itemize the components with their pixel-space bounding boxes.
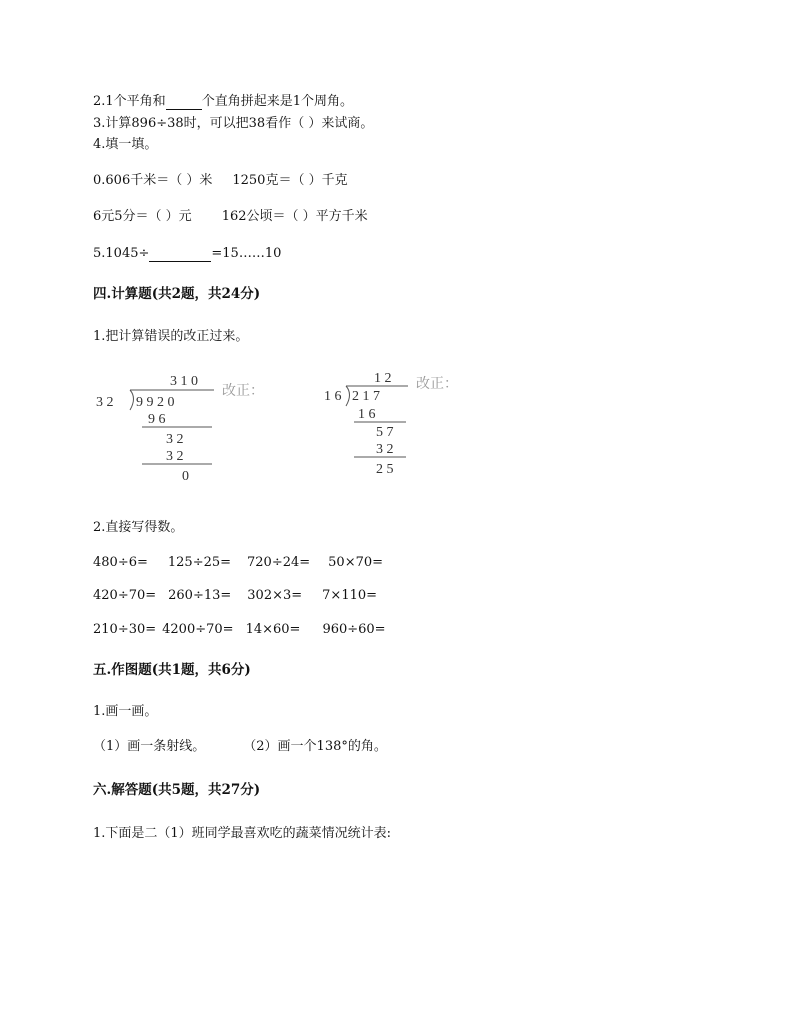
fig2-step-1: 1 6 [358, 407, 376, 422]
question-5 [93, 246, 281, 262]
calc-item: 4200÷70= [162, 622, 234, 637]
question-4-title: 4.填一填。 [93, 137, 158, 152]
draw-item-ray: （1）画一条射线。 [93, 739, 206, 754]
fig1-step-1: 9 6 [148, 412, 166, 427]
fig1-divisor: 3 2 [96, 395, 114, 410]
question-3: 3.计算896÷38时，可以把38看作（ ）来试商。 [93, 116, 374, 131]
calc-item: 14×60= [245, 622, 301, 637]
fig1-correction-label: 改正： [222, 384, 264, 399]
calc-item: 50×70= [328, 555, 384, 570]
question-4-row-2 [93, 209, 368, 225]
long-division-figure-2 [320, 366, 470, 478]
q4-item-1: 0.606千米＝（ ）米 [93, 173, 213, 188]
mental-math-row-3 [93, 622, 386, 638]
q2-text-before: 2.1个平角和 [93, 94, 166, 109]
fig1-dividend: 9 9 2 0 [136, 395, 175, 410]
q5-text-before: 5.1045÷ [93, 246, 150, 261]
calc-item: 480÷6= [93, 555, 148, 570]
calc-item: 125÷25= [167, 555, 232, 570]
fig2-step-2: 5 7 [376, 425, 394, 440]
q2-text-after: 个直角拼起来是1个周角。 [201, 94, 353, 109]
section-4-q2-title: 2.直接写得数。 [93, 520, 184, 535]
long-division-figure-1 [90, 366, 290, 484]
q4-item-3: 6元5分＝（ ）元 [93, 209, 192, 224]
section-4-heading: 四.计算题(共2题，共24分) [93, 286, 261, 302]
calc-item: 210÷30= [93, 622, 157, 637]
question-4-row-1 [93, 173, 348, 189]
section-6-q1-title: 1.下面是二（1）班同学最喜欢吃的蔬菜情况统计表: [93, 826, 392, 841]
draw-item-angle: （2）画一个138°的角。 [243, 739, 387, 754]
mental-math-row-2 [93, 588, 377, 604]
calc-item: 260÷13= [168, 588, 232, 603]
section-5-q1-title: 1.画一画。 [93, 704, 158, 719]
fig2-quotient: 1 2 [374, 371, 392, 386]
fig1-step-2: 3 2 [166, 432, 184, 447]
calc-item: 720÷24= [247, 555, 311, 570]
q4-item-4: 162公顷＝（ ）平方千米 [221, 209, 368, 224]
fig1-quotient: 3 1 0 [170, 374, 198, 389]
question-2-1 [93, 94, 353, 110]
fig2-dividend: 2 1 7 [352, 389, 380, 404]
fig2-step-3: 3 2 [376, 442, 394, 457]
fig2-division-bracket [346, 386, 350, 406]
section-6-heading: 六.解答题(共5题，共27分) [93, 782, 261, 798]
section-5-q1-items [93, 739, 387, 755]
fig2-divisor: 1 6 [324, 389, 342, 404]
q5-answer-blank[interactable] [149, 249, 211, 262]
q4-item-2: 1250克＝（ ）千克 [232, 173, 348, 188]
mental-math-row-1 [93, 555, 383, 571]
calc-item: 420÷70= [93, 588, 157, 603]
fig2-correction-label: 改正： [416, 377, 458, 392]
fig2-remainder: 2 5 [376, 462, 394, 477]
calc-item: 960÷60= [322, 622, 386, 637]
fig1-division-bracket [130, 390, 134, 410]
calc-item: 7×110= [322, 588, 378, 603]
fig1-remainder: 0 [182, 469, 189, 484]
fig1-step-3: 3 2 [166, 449, 184, 464]
q5-text-after: =15……10 [211, 246, 282, 261]
section-5-heading: 五.作图题(共1题，共6分) [93, 662, 251, 678]
q2-answer-blank[interactable] [166, 97, 202, 110]
section-4-q1-title: 1.把计算错误的改正过来。 [93, 329, 249, 344]
calc-item: 302×3= [247, 588, 303, 603]
